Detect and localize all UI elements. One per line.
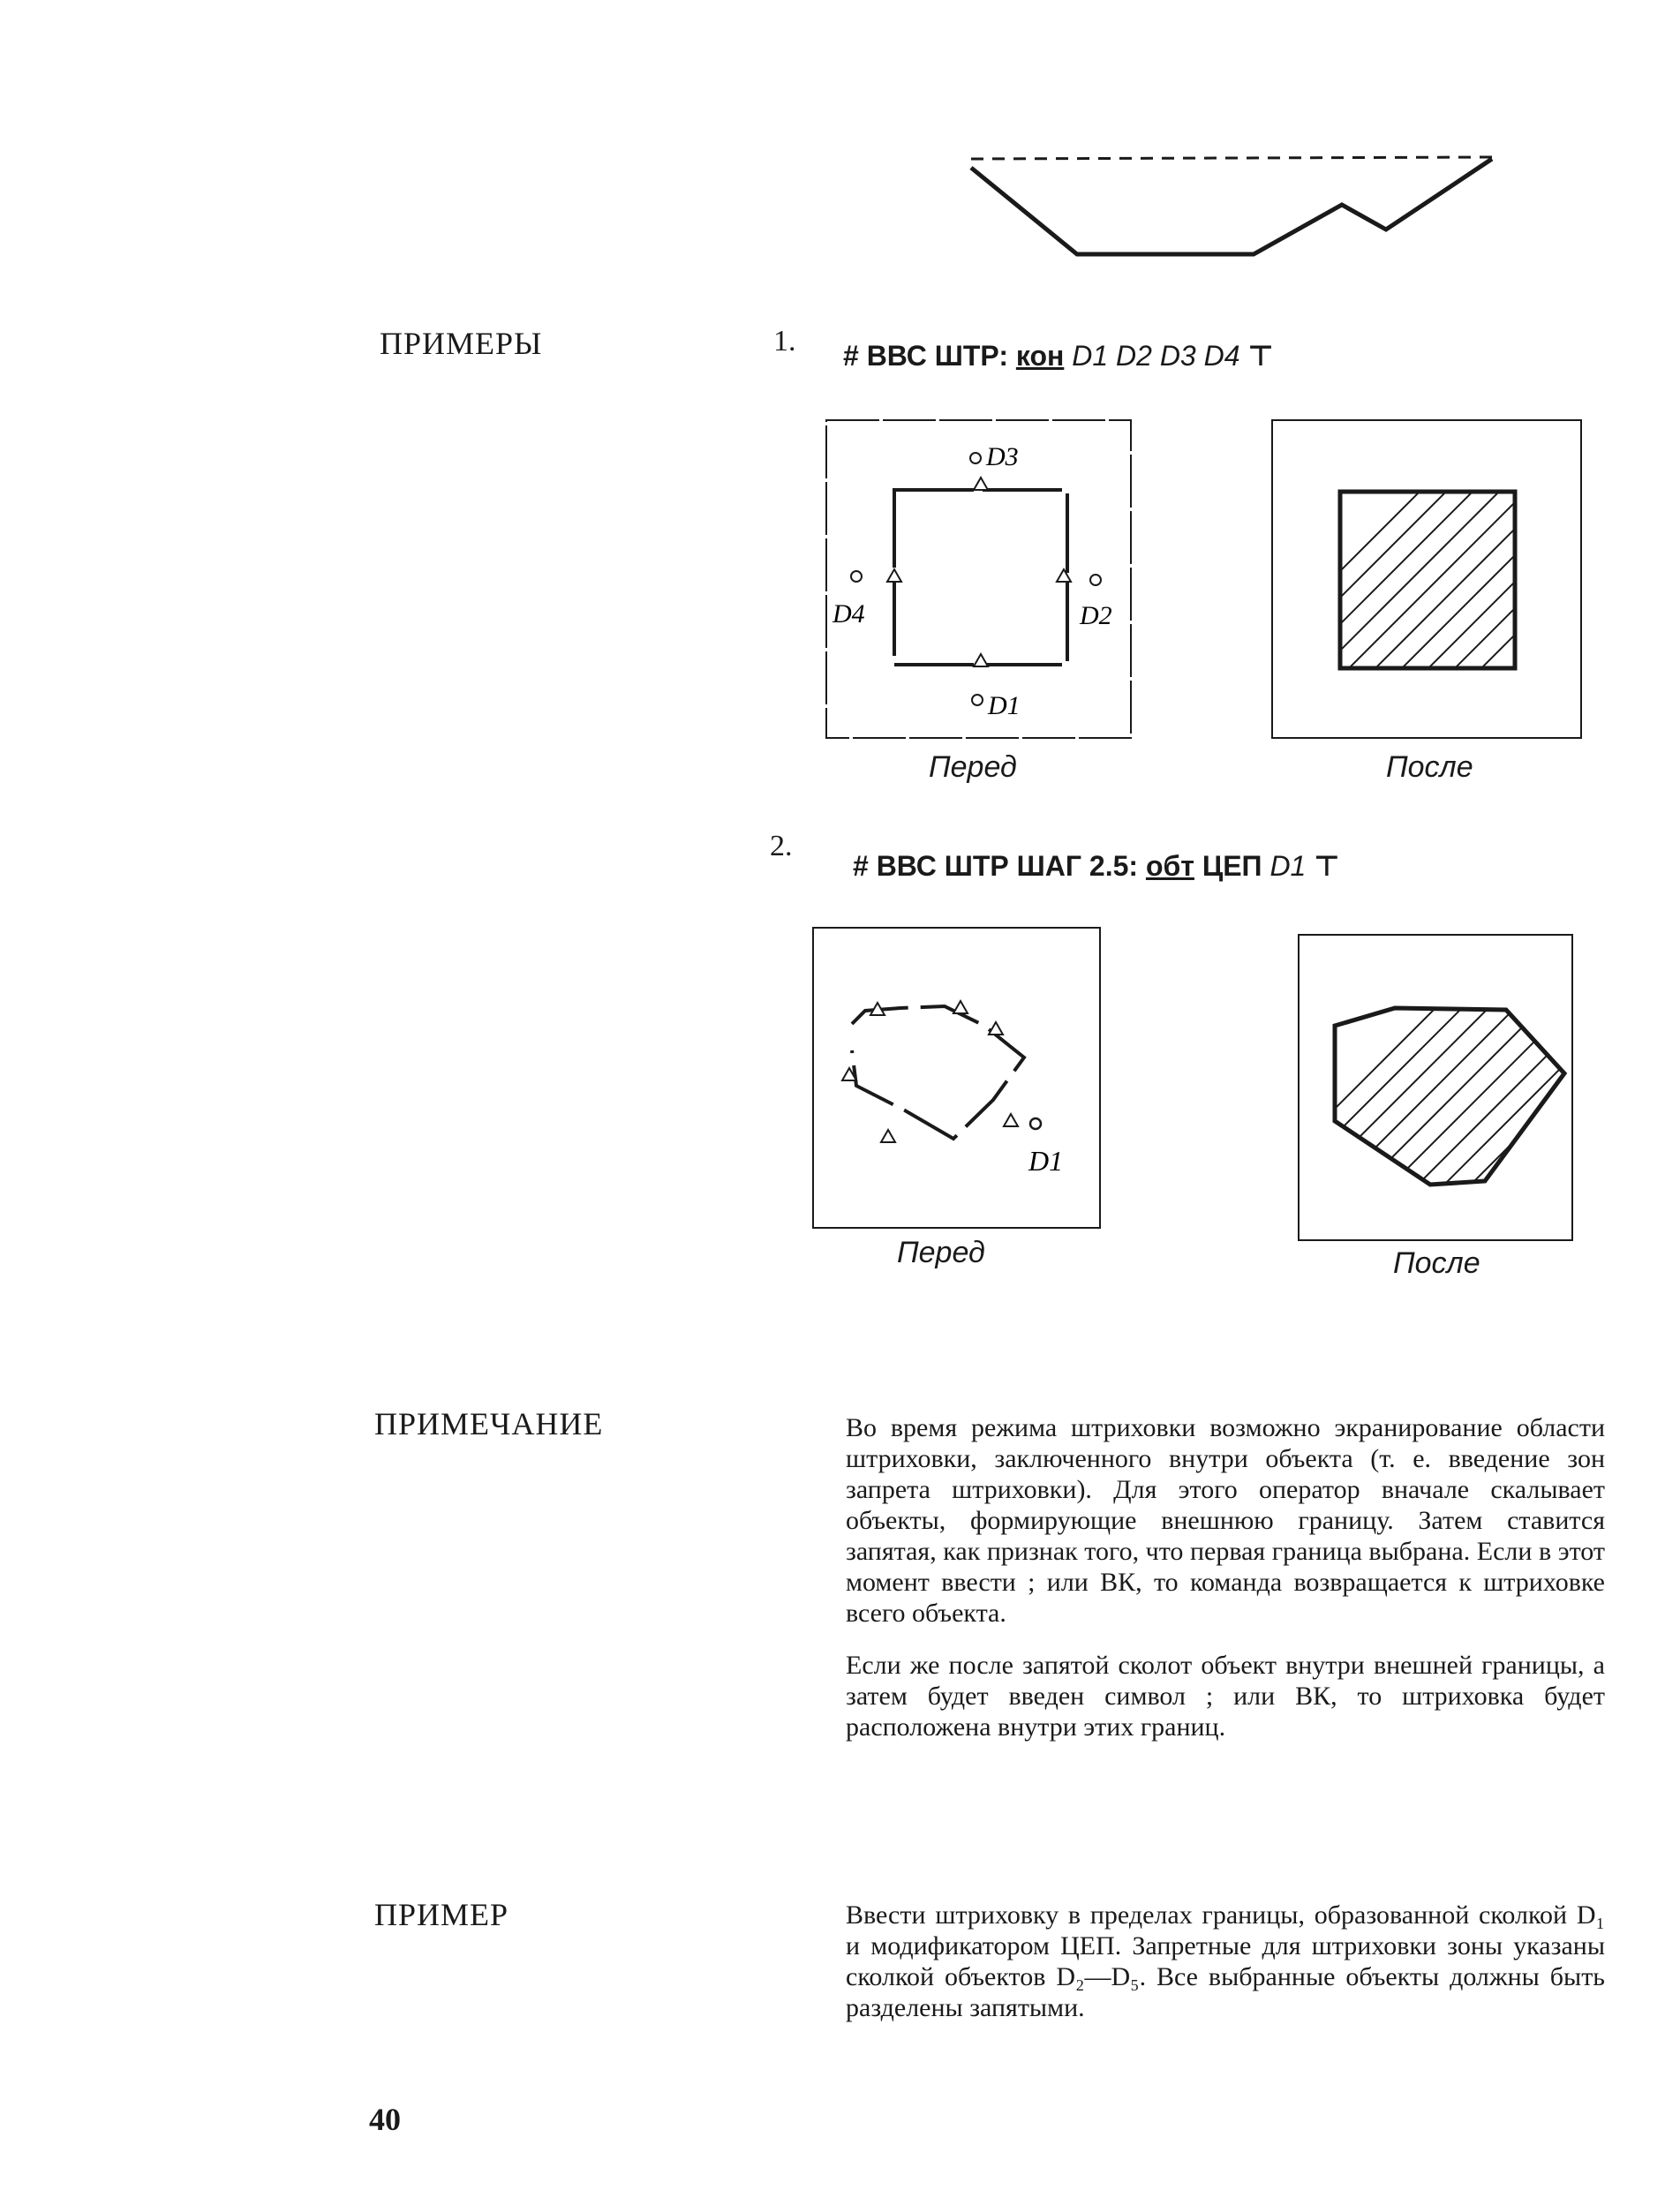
example-1-end-symbol: ⊤: [1247, 340, 1274, 372]
label-d4: D4: [832, 599, 865, 628]
example-2-after-figure: [1298, 934, 1576, 1243]
note-paragraph-2: Если же после запятой сколот объект внутри внешней границы, а затем будет введен символ ; или ВК, то штриховка будет расположена внутри этих границ.: [846, 1651, 1605, 1742]
marker-bottom: [974, 654, 988, 666]
frame: [826, 420, 1131, 738]
label-d3: D3: [986, 442, 1019, 471]
section-label-note: ПРИМЕЧАНИЕ: [374, 1406, 604, 1441]
example-1-command: [843, 339, 1274, 373]
marker-top: [974, 478, 988, 490]
square-outline: [894, 490, 1067, 665]
marker-left: [887, 569, 901, 582]
frame: [1272, 420, 1581, 738]
hatch-lines: [1298, 969, 1576, 1216]
example-paragraph: Ввести штриховку в пределах границы, образованной сколкой D₁ и модификатором ЦЕП. Запретные для штриховки зоны указаны сколкой объектов D₂—D₅. Все выбранные объекты должны быть разделены запятыми.: [846, 1900, 1605, 2022]
example-2-prefix: # ВВС ШТР ШАГ 2.5:: [853, 850, 1139, 882]
example-2-caption-before: Перед: [897, 1236, 985, 1269]
example-2-modifier: обт: [1145, 850, 1194, 882]
pick-d4: [851, 571, 862, 582]
note-paragraph-1: Во время режима штриховки возможно экранирование области штриховки, заключенного внутри объекта (т. е. введение зон запрета штриховки). Для этого оператор вначале скалывает объекты, формирующие внешнюю границу. Затем ставится запятая, как признак того, что первая граница выбрана. Если в этот момент ввести ; или ВК, то команда возвращается к штриховке всего объекта.: [846, 1413, 1605, 1628]
example-2-end-symbol: ⊤: [1314, 850, 1340, 882]
pick-d3: [970, 453, 981, 463]
hatch-lines: [1271, 446, 1585, 675]
example-2-caption-after: После: [1393, 1246, 1480, 1280]
example-1-number: 1.: [773, 325, 796, 357]
pick-d1: [972, 695, 983, 705]
label-d2: D2: [1080, 601, 1112, 630]
top-partial-figure: [962, 150, 1501, 265]
example-2-suffix: ЦЕП: [1202, 850, 1262, 882]
example-2-command: [853, 849, 1339, 883]
page-number: 40: [369, 2102, 401, 2137]
example-2-before-figure: [812, 927, 1104, 1231]
label-d1: D1: [1028, 1145, 1064, 1177]
marker-5: [881, 1130, 895, 1142]
note-text: [846, 1412, 1605, 1764]
example-1-points: D1 D2 D3 D4: [1072, 340, 1240, 372]
label-d1: D1: [988, 691, 1021, 720]
section-label-examples: ПРИМЕРЫ: [380, 326, 543, 361]
example-1-before-figure: [825, 419, 1134, 741]
marker-2: [953, 1001, 968, 1013]
example-1-modifier: кон: [1015, 340, 1065, 372]
example-text: [846, 1900, 1605, 2044]
marker-6: [1004, 1114, 1018, 1126]
example-2-number: 2.: [770, 830, 793, 862]
section-label-example: ПРИМЕР: [374, 1897, 509, 1932]
example-1-after-figure: [1271, 419, 1585, 741]
example-1-prefix: # ВВС ШТР:: [843, 340, 1008, 372]
pick-d2: [1090, 575, 1101, 585]
example-1-caption-after: После: [1386, 750, 1473, 784]
polygon-outline: [1335, 1008, 1564, 1185]
example-2-point: D1: [1269, 850, 1307, 882]
pick-d1: [1030, 1118, 1041, 1129]
marker-3: [989, 1022, 1003, 1035]
example-1-caption-before: Перед: [929, 750, 1017, 784]
